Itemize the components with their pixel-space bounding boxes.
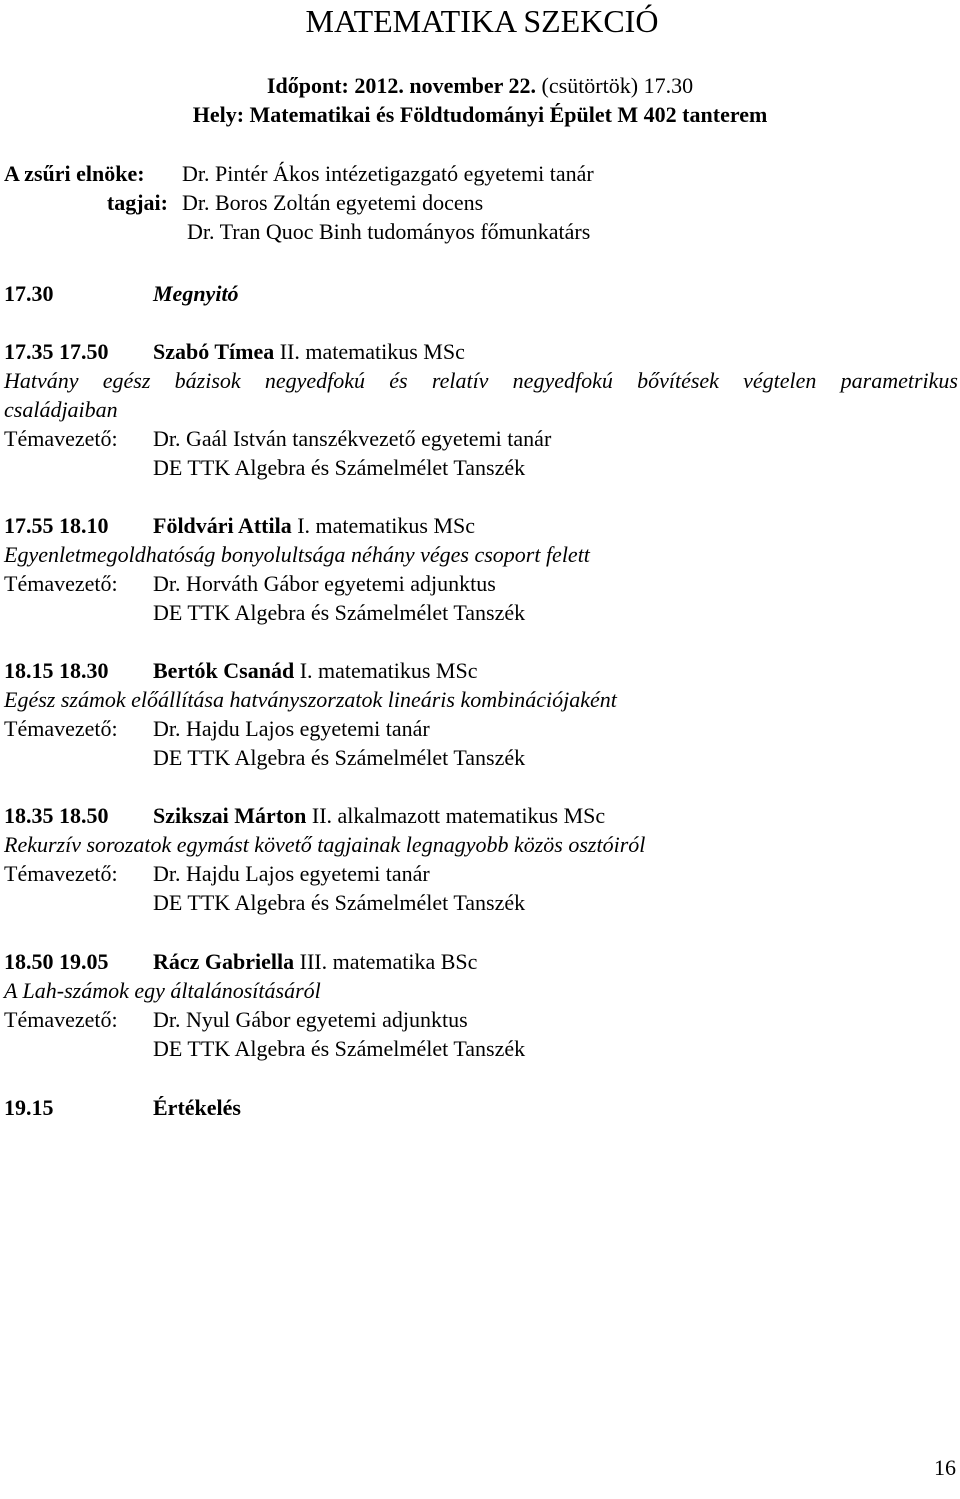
speaker-name: Rácz Gabriella	[153, 949, 295, 974]
page-number: 16	[934, 1455, 956, 1480]
opening-time: 17.30	[4, 281, 54, 306]
jury-chair: Dr. Pintér Ákos intézetigazgató egyetemi tanár	[182, 161, 594, 186]
talk-speaker	[153, 949, 477, 975]
advisor-department: DE TTK Algebra és Számelmélet Tanszék	[153, 1036, 526, 1061]
jury-members-label: tagjai:	[106, 190, 168, 215]
talk-time: 17.35 17.50	[4, 339, 109, 364]
talk-title-line-1: Hatvány egész bázisok negyedfokú és relatív negyedfokú bővítések végtelen parametrikus	[4, 368, 958, 393]
speaker-program: I. matematikus MSc	[291, 513, 476, 538]
advisor-department: DE TTK Algebra és Számelmélet Tanszék	[153, 890, 526, 915]
advisor-label: Témavezető:	[4, 716, 118, 741]
talk-title-line-2: családjaiban	[4, 397, 118, 422]
closing-label: Értékelés	[153, 1095, 241, 1120]
speaker-program: I. matematikus MSc	[294, 658, 478, 683]
advisor-label: Témavezető:	[4, 426, 118, 451]
speaker-program: II. matematikus MSc	[274, 339, 465, 364]
advisor-name: Dr. Hajdu Lajos egyetemi tanár	[153, 861, 430, 886]
talk-speaker	[153, 658, 478, 684]
talk-title-line-1: Egész számok előállítása hatványszorzatok lineáris kombinációjaként	[4, 687, 617, 712]
talk-speaker	[153, 339, 465, 365]
advisor-name: Dr. Hajdu Lajos egyetemi tanár	[153, 716, 430, 741]
speaker-program: III. matematika BSc	[294, 949, 478, 974]
opening-label: Megnyitó	[153, 281, 239, 306]
talk-title-line-1: Egyenletmegoldhatóság bonyolultsága néhány véges csoport felett	[4, 542, 590, 567]
speaker-program: II. alkalmazott matematikus MSc	[306, 803, 606, 828]
event-place: Hely: Matematikai és Földtudományi Épület M 402 tanterem	[192, 102, 768, 127]
advisor-department: DE TTK Algebra és Számelmélet Tanszék	[153, 455, 526, 480]
speaker-name: Szikszai Márton	[153, 803, 307, 828]
advisor-name: Dr. Nyul Gábor egyetemi adjunktus	[153, 1007, 468, 1032]
jury-member-2: Dr. Tran Quoc Binh tudományos főmunkatárs	[187, 219, 591, 244]
advisor-label: Témavezető:	[4, 1007, 118, 1032]
closing-time: 19.15	[4, 1095, 54, 1120]
jury-member-1: Dr. Boros Zoltán egyetemi docens	[182, 190, 484, 215]
talk-speaker	[153, 513, 475, 539]
advisor-department: DE TTK Algebra és Számelmélet Tanszék	[153, 745, 526, 770]
advisor-label: Témavezető:	[4, 571, 118, 596]
event-time	[0, 73, 960, 99]
advisor-label: Témavezető:	[4, 861, 118, 886]
event-time-rest: (csütörtök) 17.30	[536, 73, 694, 98]
talk-time: 17.55 18.10	[4, 513, 109, 538]
speaker-name: Földvári Attila	[153, 513, 292, 538]
talk-time: 18.50 19.05	[4, 949, 109, 974]
event-time-label: Időpont: 2012. november 22.	[266, 73, 537, 98]
talk-speaker	[153, 803, 605, 829]
talk-time: 18.15 18.30	[4, 658, 109, 683]
advisor-name: Dr. Gaál István tanszékvezető egyetemi tanár	[153, 426, 552, 451]
talk-title-line-1: Rekurzív sorozatok egymást követő tagjainak legnagyobb közös osztóiról	[4, 832, 646, 857]
speaker-name: Szabó Tímea	[153, 339, 275, 364]
speaker-name: Bertók Csanád	[153, 658, 295, 683]
page-title: MATEMATIKA SZEKCIÓ	[305, 3, 659, 39]
talk-time: 18.35 18.50	[4, 803, 109, 828]
advisor-name: Dr. Horváth Gábor egyetemi adjunktus	[153, 571, 496, 596]
talk-title-line-1: A Lah-számok egy általánosításáról	[4, 978, 321, 1003]
jury-chair-label: A zsűri elnöke:	[4, 161, 145, 186]
advisor-department: DE TTK Algebra és Számelmélet Tanszék	[153, 600, 526, 625]
